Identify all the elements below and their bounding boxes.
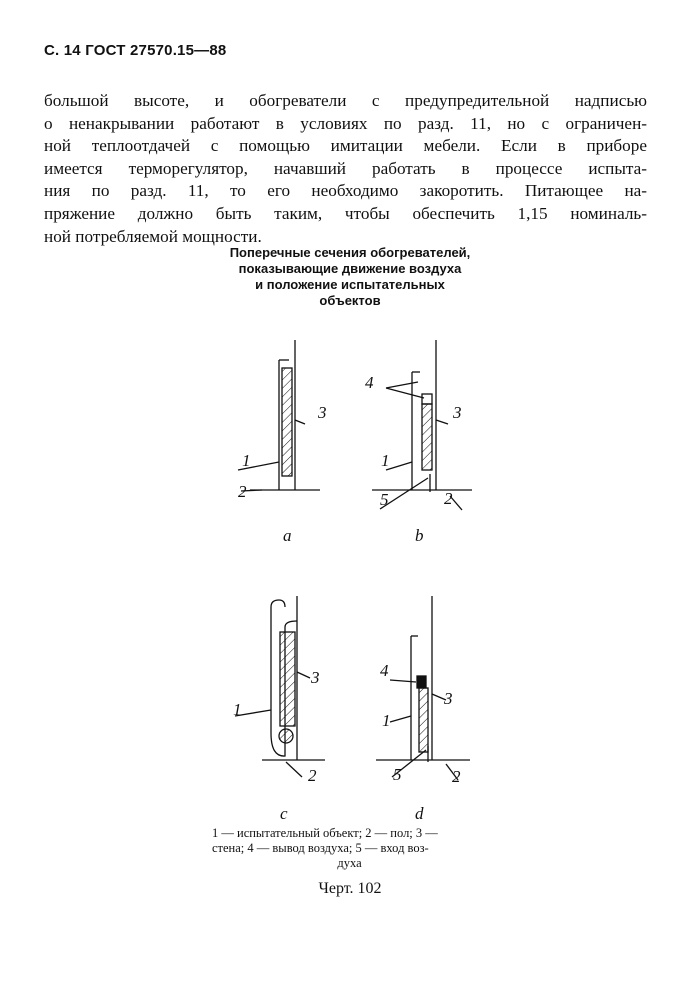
paragraph-line: о ненакрывании работают в условиях по разд. 11, но с ограничен- <box>44 113 647 133</box>
figure-caption: Черт. 102 <box>318 880 382 897</box>
label-2: 2 <box>452 767 461 786</box>
paragraph-line: ния по разд. 11, то его необходимо закоротить. Питающее на- <box>44 181 647 201</box>
legend-line: 1 — испытательный объект; 2 — пол; 3 — <box>212 826 438 840</box>
figure-title-line: и положение испытательных <box>255 277 445 292</box>
paragraph-line: ной потребляемой мощности. <box>44 226 262 246</box>
paragraph-line: большой высоте, и обогреватели с предупредительной надписью <box>44 91 647 110</box>
panel-letter-d: d <box>415 804 424 823</box>
panel-letter-a: a <box>283 526 292 545</box>
label-3: 3 <box>318 403 327 422</box>
figure-title-line: объектов <box>319 293 381 308</box>
panel-letter-b: b <box>415 526 424 545</box>
legend-line: стена; 4 — вывод воздуха; 5 — вход воз- <box>212 841 429 855</box>
label-2: 2 <box>308 766 317 785</box>
label-3: 3 <box>311 668 320 687</box>
paragraph-line: ной теплоотдачей с помощью имитации мебели. Если в приборе <box>44 136 647 156</box>
paragraph-line: пряжение должно быть таким, чтобы обеспечить 1,15 номиналь- <box>44 203 647 223</box>
label-2: 2 <box>238 482 247 501</box>
label-1: 1 <box>242 451 251 470</box>
label-1: 1 <box>382 711 391 730</box>
panel-letter-c: c <box>280 804 288 823</box>
label-4: 4 <box>365 373 374 392</box>
panel-d <box>376 596 470 823</box>
label-2: 2 <box>444 489 453 508</box>
panel-b <box>365 340 472 545</box>
page-header: С. 14 ГОСТ 27570.15—88 <box>44 42 227 59</box>
panel-a <box>238 340 327 545</box>
figure-title-line: Поперечные сечения обогревателей, <box>229 245 471 260</box>
legend-line: духа <box>337 856 362 870</box>
label-1: 1 <box>233 700 242 719</box>
figure-title-line: показывающие движение воздуха <box>238 261 462 276</box>
label-5: 5 <box>393 765 402 784</box>
label-1: 1 <box>381 451 390 470</box>
label-4: 4 <box>380 661 389 680</box>
label-3: 3 <box>444 689 453 708</box>
figure-legend <box>212 826 487 871</box>
paragraph-line: имеется терморегулятор, начавший работать в процессе испыта- <box>44 158 647 178</box>
panel-c <box>233 596 325 823</box>
label-3: 3 <box>453 403 462 422</box>
label-5: 5 <box>380 490 389 509</box>
